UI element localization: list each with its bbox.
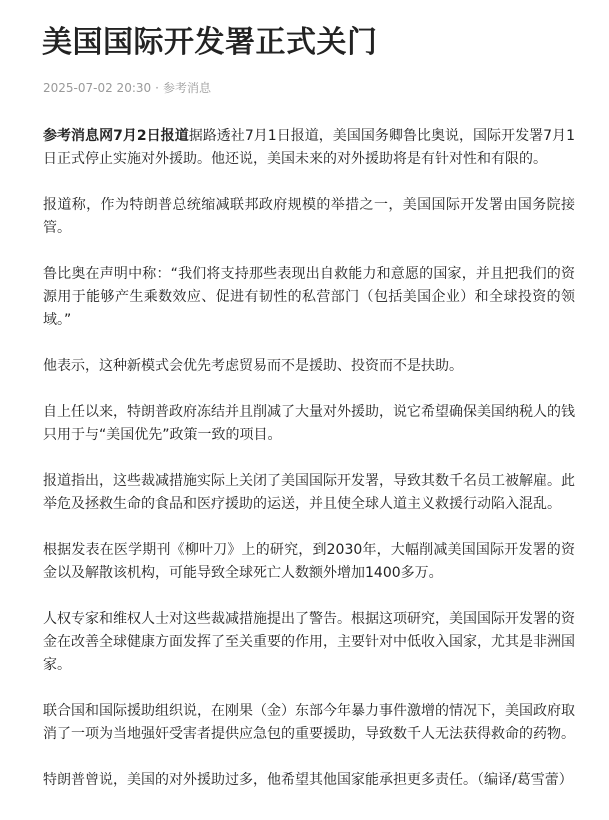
paragraph-3: 鲁比奥在声明中称：“我们将支持那些表现出自救能力和意愿的国家，并且把我们的资源用于能够产生乘数效应、促进有韧性的私营部门（包括美国企业）和全球投资的领域。”: [43, 266, 575, 328]
paragraph-4: 他表示，这种新模式会优先考虑贸易而不是援助、投资而不是扶助。: [43, 358, 463, 374]
paragraph-7: 根据发表在医学期刊《柳叶刀》上的研究，到2030年，大幅削减美国国际开发署的资金以及解散该机构，可能导致全球死亡人数额外增加1400多万。: [43, 542, 575, 581]
article-title: 美国国际开发署正式关门: [42, 25, 378, 60]
paragraph-1-text: 据路透社7月1日报道，美国国务卿鲁比奥说，国际开发署7月1日正式停止实施对外援助。他还说，美国未来的对外援助将是有针对性和有限的。: [43, 128, 575, 167]
source-name: 参考消息: [162, 81, 211, 95]
paragraph-2: 报道称，作为特朗普总统缩减联邦政府规模的举措之一，美国国际开发署由国务院接管。: [43, 197, 575, 236]
paragraph-10: 特朗普曾说，美国的对外援助过多，他希望其他国家能承担更多责任。（编译/葛雪蕾）: [43, 772, 573, 788]
publish-datetime: 2025-07-02 20:30: [43, 81, 152, 95]
article-meta: [43, 80, 211, 96]
meta-separator: ·: [155, 81, 159, 95]
paragraph-1: [43, 125, 575, 171]
paragraph-5: 自上任以来，特朗普政府冻结并且削减了大量对外援助，说它希望确保美国纳税人的钱只用于与“美国优先”政策一致的项目。: [43, 404, 575, 443]
article-body: [43, 125, 575, 815]
paragraph-6: 报道指出，这些裁减措施实际上关闭了美国国际开发署，导致其数千名员工被解雇。此举危及拯救生命的食品和医疗援助的运送，并且使全球人道主义救援行动陷入混乱。: [43, 473, 575, 512]
lead-dateline: 参考消息网7月2日报道: [43, 128, 189, 144]
paragraph-9: 联合国和国际援助组织说，在刚果（金）东部今年暴力事件激增的情况下，美国政府取消了一项为当地强奸受害者提供应急包的重要援助，导致数千人无法获得救命的药物。: [43, 703, 575, 742]
paragraph-8: 人权专家和维权人士对这些裁减措施提出了警告。根据这项研究，美国国际开发署的资金在改善全球健康方面发挥了至关重要的作用，主要针对中低收入国家，尤其是非洲国家。: [43, 611, 575, 673]
